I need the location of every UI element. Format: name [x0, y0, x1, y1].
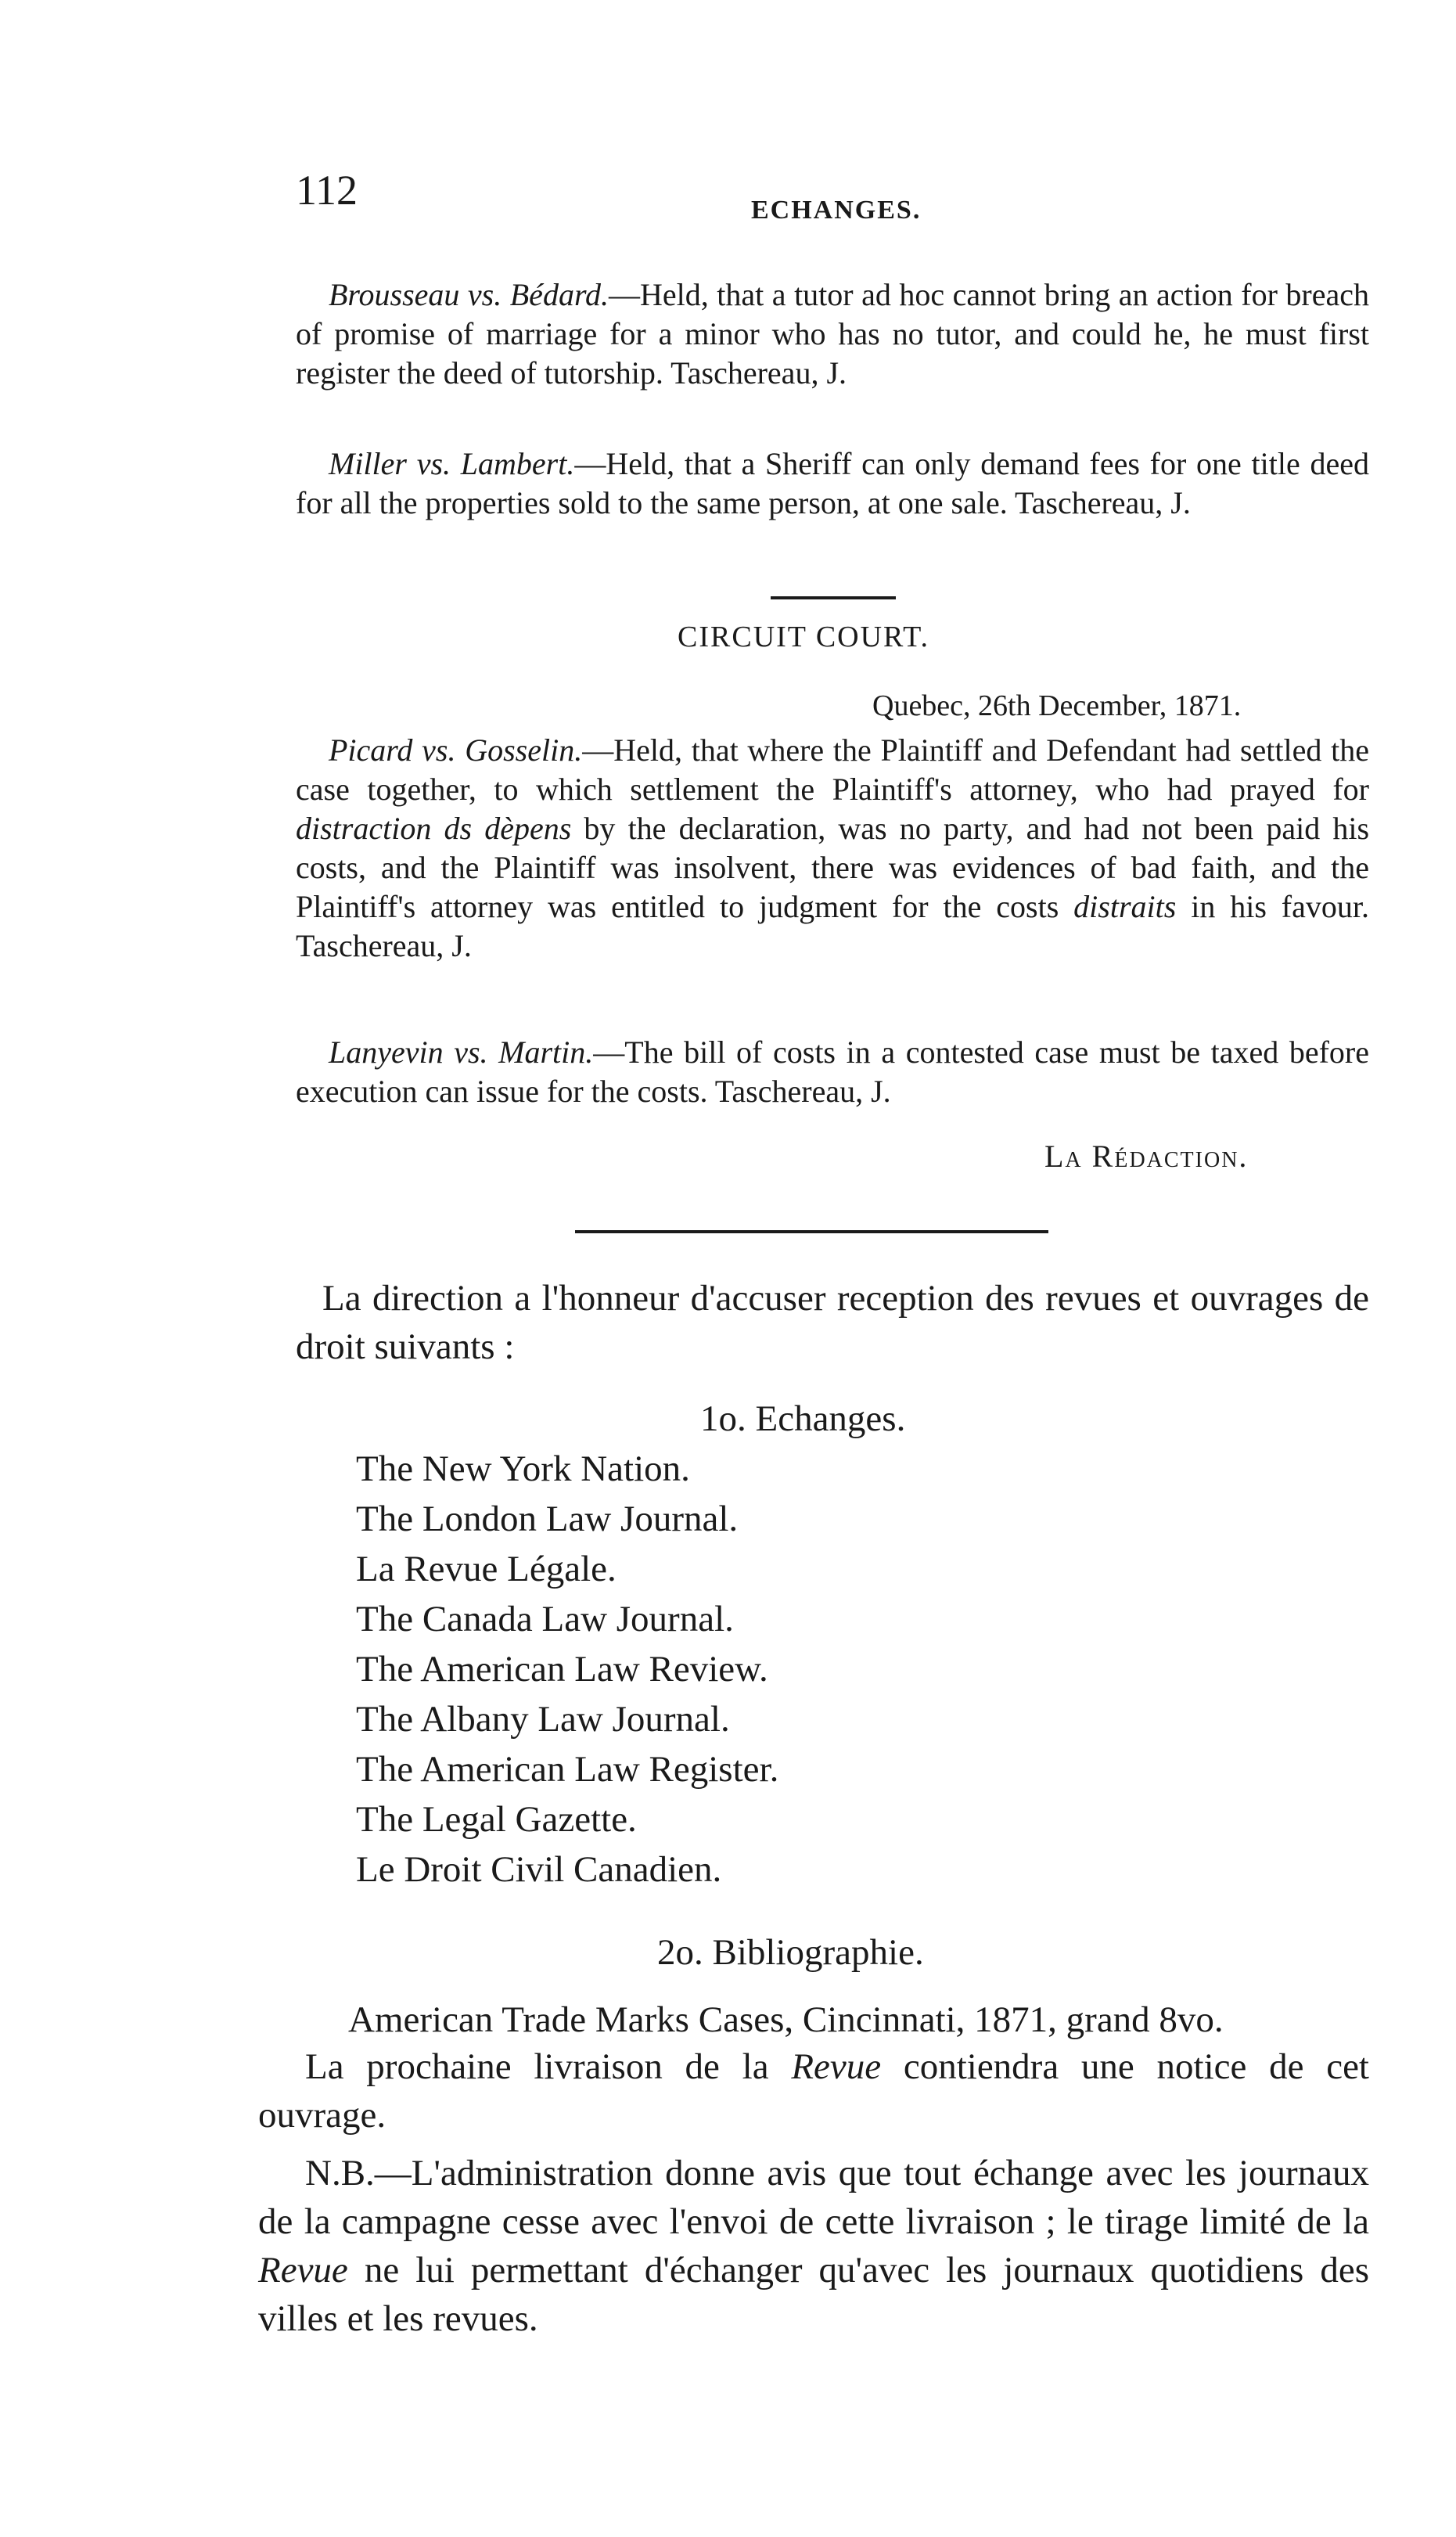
case-latin-2: distraits	[1073, 889, 1177, 924]
case-text: —Held, that a Sheriff can only demand fees for one title deed for all the properties sold to the same person, at one sale. Taschereau, J.	[296, 446, 1369, 520]
prochaine-notice	[258, 2042, 1369, 2139]
echange-item: The American Law Register.	[356, 1749, 779, 1790]
circuit-date: Quebec, 26th December, 1871.	[872, 689, 1242, 722]
section-divider-short	[771, 596, 896, 599]
nb-notice	[258, 2149, 1369, 2343]
case-brousseau	[296, 275, 1369, 393]
case-picard	[296, 731, 1369, 966]
circuit-court-heading: CIRCUIT COURT.	[678, 621, 929, 653]
nb-text-1: N.B.—L'administration donne avis que tout échange avec les journaux de la campagne cesse avec l'envoi de cette livraison ; le tirage limité de la	[258, 2153, 1369, 2242]
echange-item: The Canada Law Journal.	[356, 1599, 734, 1639]
running-title: ECHANGES.	[751, 196, 922, 225]
echange-item: The American Law Review.	[356, 1649, 768, 1690]
echange-item: The New York Nation.	[356, 1448, 690, 1489]
echange-item: La Revue Légale.	[356, 1549, 617, 1589]
echange-item: The Albany Law Journal.	[356, 1699, 730, 1740]
case-name: Picard vs. Gosselin.	[329, 732, 583, 768]
case-latin-1: distraction ds dèpens	[296, 811, 572, 846]
echange-item: Le Droit Civil Canadien.	[356, 1849, 722, 1890]
case-name: Lanyevin vs. Martin.	[329, 1035, 594, 1070]
prochaine-revue: Revue	[791, 2046, 882, 2087]
section-divider-long	[575, 1230, 1048, 1233]
echange-item: The Legal Gazette.	[356, 1799, 637, 1840]
bibliographie-heading: 2o. Bibliographie.	[657, 1932, 924, 1973]
prochaine-text-1: La prochaine livraison de la	[305, 2046, 792, 2087]
echanges-heading: 1o. Echanges.	[700, 1398, 906, 1439]
case-text-2: by the declaration, was no party, and had not been paid his costs, and the Plaintiff was insolvent, there was evidences of bad faith, and the Plaintiff's attorney was entitled to judgment for the costs	[296, 811, 1370, 924]
case-name: Miller vs. Lambert.	[329, 446, 575, 481]
bibliographie-entry: American Trade Marks Cases, Cincinnati, 1871, grand 8vo.	[348, 1999, 1224, 2040]
case-name: Brousseau vs. Bédard.	[329, 277, 609, 312]
nb-revue: Revue	[258, 2250, 348, 2290]
case-text: —Held, that a tutor ad hoc cannot bring an action for breach of promise of marriage for a minor who has no tutor, and could he, he must first register the deed of tutorship. Taschereau, J.	[296, 277, 1369, 390]
direction-intro: La direction a l'honneur d'accuser reception des revues et ouvrages de droit suivants :	[296, 1278, 1369, 1367]
nb-text-2: ne lui permettant d'échanger qu'avec les journaux quotidiens des villes et les revues.	[258, 2250, 1369, 2339]
echange-item: The London Law Journal.	[356, 1499, 739, 1539]
case-miller	[296, 444, 1369, 523]
signature-redaction: La Rédaction.	[1044, 1139, 1249, 1174]
page-number: 112	[296, 167, 358, 214]
case-text-3: in his favour. Taschereau, J.	[296, 889, 1369, 963]
case-text: —The bill of costs in a contested case must be taxed before execution can issue for the costs. Taschereau, J.	[296, 1035, 1369, 1109]
case-text-1: —Held, that where the Plaintiff and Defendant had settled the case together, to which settlement the Plaintiff's attorney, who had prayed for	[296, 732, 1369, 807]
case-lanyevin	[296, 1033, 1369, 1111]
prochaine-text-2: contiendra une notice de cet ouvrage.	[258, 2046, 1369, 2136]
